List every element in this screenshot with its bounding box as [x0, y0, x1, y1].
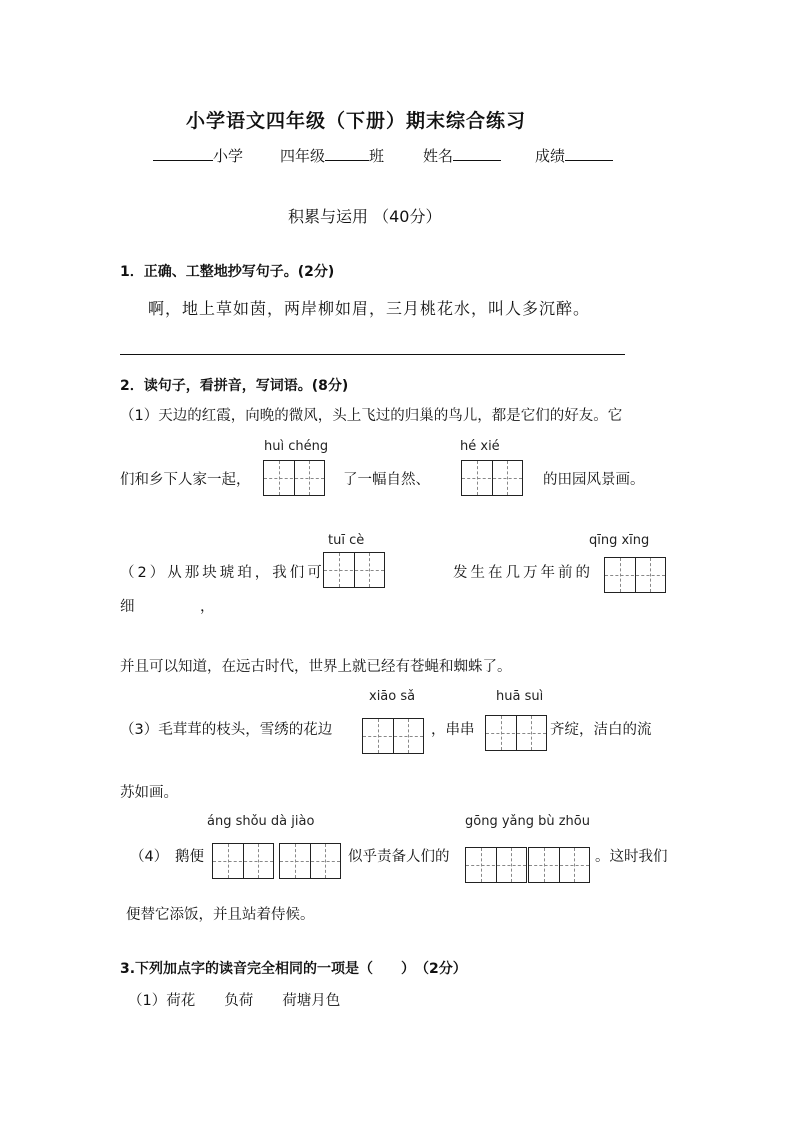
name-blank[interactable] [453, 146, 501, 161]
q2-s4-line2: 便替它添饭，并且站着侍候。 [126, 907, 315, 923]
score-label: 成绩 [535, 147, 566, 165]
school-label: 小学 [213, 147, 244, 165]
q2-s2-pinyin2: qīng xīng [589, 533, 650, 548]
class-field [280, 145, 384, 166]
q2-s1-text2: 了一幅自然、 [343, 472, 430, 488]
page-title: 小学语文四年级（下册）期末综合练习 [186, 110, 527, 132]
q2-s2-text4: ， [200, 599, 215, 615]
q2-s3-pinyin2: huā suì [496, 689, 544, 704]
q2-s4-pinyin1: áng shǒu dà jiào [207, 814, 315, 829]
q2-s1-line1: （1）天边的红霞，向晚的微风，头上飞过的归巢的鸟儿，都是它们的好友。它 [120, 408, 623, 424]
q2-s4-text1: 鹅便 [175, 849, 204, 865]
q2-s4-box1[interactable] [212, 843, 274, 879]
name-field [423, 145, 501, 166]
q2-s4-pinyin2: gōng yǎng bù zhōu [465, 814, 590, 829]
q2-s4-box2[interactable] [279, 843, 341, 879]
q2-s1-box2[interactable] [461, 460, 523, 496]
q2-s3-line2: 苏如画。 [120, 785, 178, 801]
school-field [153, 145, 243, 166]
q2-s3-box1[interactable] [362, 718, 424, 754]
q2-s4-text2: 似乎责备人们的 [348, 849, 450, 865]
grade-label: 四年级 [280, 147, 326, 165]
section-title: 积累与运用 （40分） [288, 207, 442, 226]
class-blank[interactable] [325, 146, 369, 161]
q2-s1-pinyin1: huì chéng [264, 439, 329, 454]
q2-s4-text0: （4） [130, 849, 169, 865]
q2-s4-box4[interactable] [528, 847, 590, 883]
score-blank[interactable] [565, 146, 613, 161]
q1-answer-line[interactable] [120, 354, 625, 355]
q2-s3-box2[interactable] [485, 715, 547, 751]
q3-option-1: （1）荷花 负荷 荷塘月色 [128, 993, 341, 1009]
q2-heading: 2．读句子，看拼音，写词语。(8分) [120, 378, 349, 394]
q2-s4-text3: 。这时我们 [595, 849, 668, 865]
q1-heading: 1．正确、工整地抄写句子。(2分) [120, 264, 335, 280]
q2-s1-text1: 们和乡下人家一起， [120, 472, 251, 488]
q3-heading: 3.下列加点字的读音完全相同的一项是（ ） （2分） [120, 961, 467, 977]
q2-s4-box3[interactable] [465, 847, 527, 883]
q2-s1-pinyin2: hé xié [460, 439, 500, 454]
q1-sentence: 啊，地上草如茵，两岸柳如眉，三月桃花水，叫人多沉醉。 [148, 299, 591, 318]
q2-s3-text3: 齐绽，洁白的流 [550, 722, 652, 738]
q2-s2-text3: 细 [120, 599, 135, 615]
q2-s1-text3: 的田园风景画。 [543, 472, 645, 488]
q2-s2-box1[interactable] [323, 552, 385, 588]
score-field [535, 145, 613, 166]
q2-s2-text2: 发生在几万年前的 [453, 565, 593, 581]
q2-s2-pinyin1: tuī cè [328, 533, 365, 548]
school-blank[interactable] [153, 146, 213, 161]
q2-s2-line2: 并且可以知道，在远古时代，世界上就已经有苍蝇和蜘蛛了。 [120, 659, 512, 675]
name-label: 姓名 [423, 147, 454, 165]
q2-s3-text1: （3）毛茸茸的枝头，雪绣的花边 [120, 722, 333, 738]
class-label: 班 [369, 147, 385, 165]
q2-s1-box1[interactable] [263, 460, 325, 496]
q2-s3-pinyin1: xiāo sǎ [369, 689, 416, 704]
q2-s2-text1: （2）从那块琥珀，我们可 [120, 565, 325, 581]
q2-s2-box2[interactable] [604, 557, 666, 593]
q2-s3-text2: ，串串 [431, 722, 475, 738]
